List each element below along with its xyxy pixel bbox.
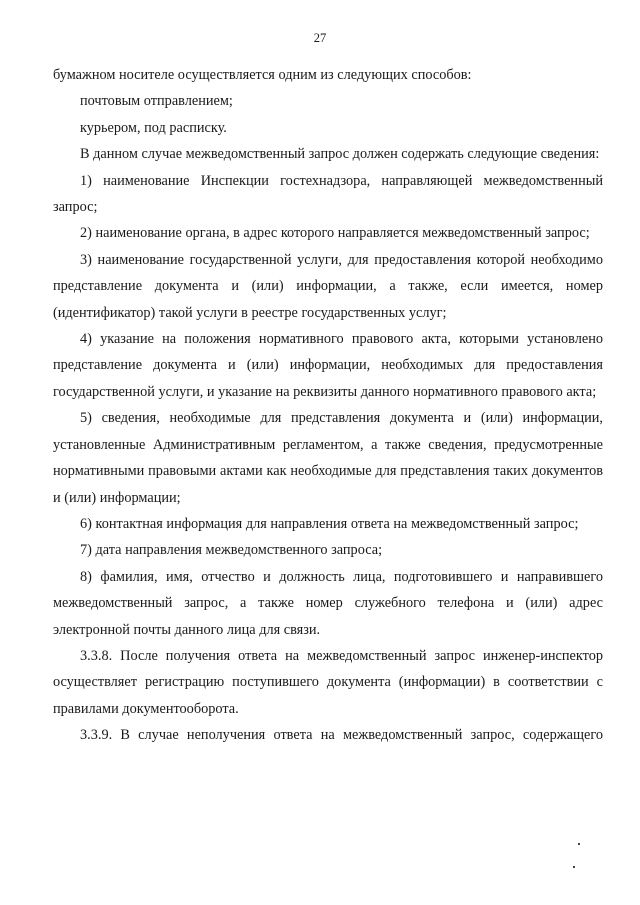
page-number: 27 <box>313 31 327 45</box>
list-item-4: 4) указание на положения нормативного правового акта, которыми установлено представление документа и (или) информации, необходимых для предоставления государственной услуги, и указание на реквизиты данного нормативного правового акта; <box>53 331 603 400</box>
section-3-3-8: 3.3.8. После получения ответа на межведомственный запрос инженер-инспектор осуществляет регистрацию поступившего документа (информации) в соответствии с правилами документооборота. <box>53 647 603 717</box>
section-3-3-9: 3.3.9. В случае неполучения ответа на межведомственный запрос, содержащего <box>80 727 603 744</box>
paragraph-continuation: бумажном носителе осуществляется одним из следующих способов: <box>53 67 472 83</box>
list-item-7: 7) дата направления межведомственного запроса; <box>80 542 383 559</box>
list-item-5: 5) сведения, необходимые для представления документа и (или) информации, установленные Административным регламентом, а также сведения, предусмотренные нормативными правовыми актами как необходимые для представления таких документов и (или) информации; <box>53 410 603 506</box>
list-item-6: 6) контактная информация для направления ответа на межведомственный запрос; <box>80 515 579 532</box>
scan-speck <box>573 866 575 868</box>
paragraph-request-content: В данном случае межведомственный запрос должен содержать следующие сведения: <box>80 146 600 163</box>
list-item-8: 8) фамилия, имя, отчество и должность лица, подготовившего и направившего межведомственный запрос, а также номер служебного телефона и (или) адрес электронной почты данного лица для связи. <box>53 568 603 638</box>
body-text <box>53 62 603 749</box>
list-item-1: 1) наименование Инспекции гостехнадзора, направляющей межведомственный запрос; <box>53 172 603 216</box>
list-item-2: 2) наименование органа, в адрес которого направляется межведомственный запрос; <box>80 225 590 242</box>
list-item-3: 3) наименование государственной услуги, для предоставления которой необходимо представление документа и (или) информации, а также, если имеется, номер (идентификатор) такой услуги в реестре государственных услуг; <box>53 251 603 321</box>
scan-speck <box>578 843 580 845</box>
method-item-courier: курьером, под расписку. <box>80 119 227 136</box>
method-item-post: почтовым отправлением; <box>80 93 233 110</box>
